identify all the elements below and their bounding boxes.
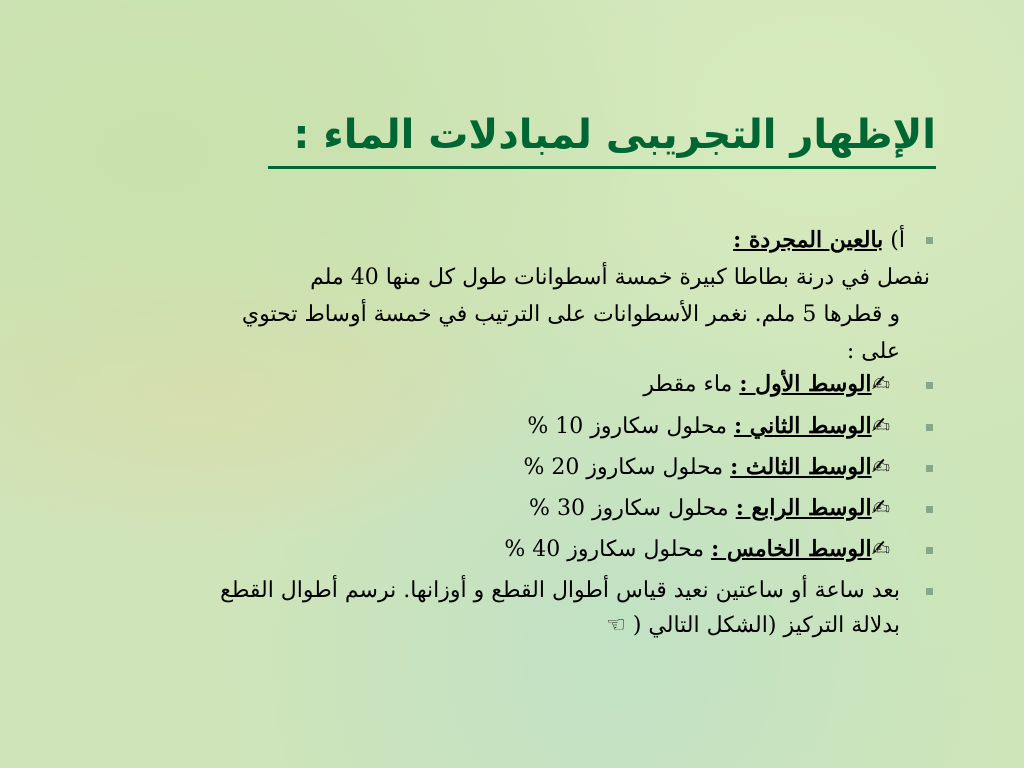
medium-value: محلول سكاروز 40 %: [504, 537, 705, 562]
medium-label: الوسط الأول :: [739, 371, 872, 397]
bullet-medium-1: [926, 382, 933, 389]
medium-item-5: [504, 535, 890, 564]
medium-item-4: [529, 494, 890, 523]
writing-hand-icon: ✍: [871, 455, 890, 480]
section-a-heading: [733, 226, 905, 255]
conclusion-text: بدلالة التركيز (الشكل التالي (: [632, 613, 900, 638]
medium-value: محلول سكاروز 20 %: [523, 455, 724, 480]
paragraph-line-2: و قطرها 5 ملم. نغمر الأسطوانات على الترتيب في خمسة أوساط تحتوي: [241, 302, 900, 327]
medium-label: الوسط الثالث :: [730, 454, 872, 480]
writing-hand-icon: ✍: [871, 537, 890, 562]
writing-hand-icon: ✍: [871, 414, 890, 439]
writing-hand-icon: ✍: [871, 372, 890, 397]
paragraph-line-1: نفصل في درنة بطاطا كبيرة خمسة أسطوانات طول كل منها 40 ملم: [310, 265, 930, 290]
medium-label: الوسط الثاني :: [734, 413, 872, 439]
medium-item-1: [643, 370, 890, 399]
medium-item-3: [523, 453, 890, 482]
medium-value: محلول سكاروز 10 %: [527, 414, 727, 439]
section-a-prefix: أ): [890, 228, 905, 253]
medium-label: الوسط الخامس :: [711, 536, 872, 562]
section-a-title: بالعين المجردة :: [733, 227, 884, 253]
paragraph-line-3: على :: [846, 339, 900, 364]
page-title: الإظهار التجريبى لمبادلات الماء :: [268, 104, 936, 169]
bullet-medium-4: [926, 506, 933, 513]
bullet-medium-2: [926, 424, 933, 431]
conclusion-line-1: بعد ساعة أو ساعتين نعيد قياس أطوال القطع و أوزانها. نرسم أطوال القطع: [220, 578, 900, 603]
writing-hand-icon: ✍: [871, 496, 890, 521]
medium-label: الوسط الرابع :: [735, 495, 872, 521]
conclusion-line-2: [606, 612, 900, 640]
bullet-medium-5: [926, 547, 933, 554]
medium-item-2: [527, 412, 890, 441]
medium-value: محلول سكاروز 30 %: [529, 496, 729, 521]
pointing-hand-icon: ☜: [606, 613, 626, 638]
bullet-conclusion: [926, 588, 933, 595]
medium-value: ماء مقطر: [643, 372, 733, 397]
bullet-section-a: [926, 237, 933, 244]
bullet-medium-3: [926, 465, 933, 472]
